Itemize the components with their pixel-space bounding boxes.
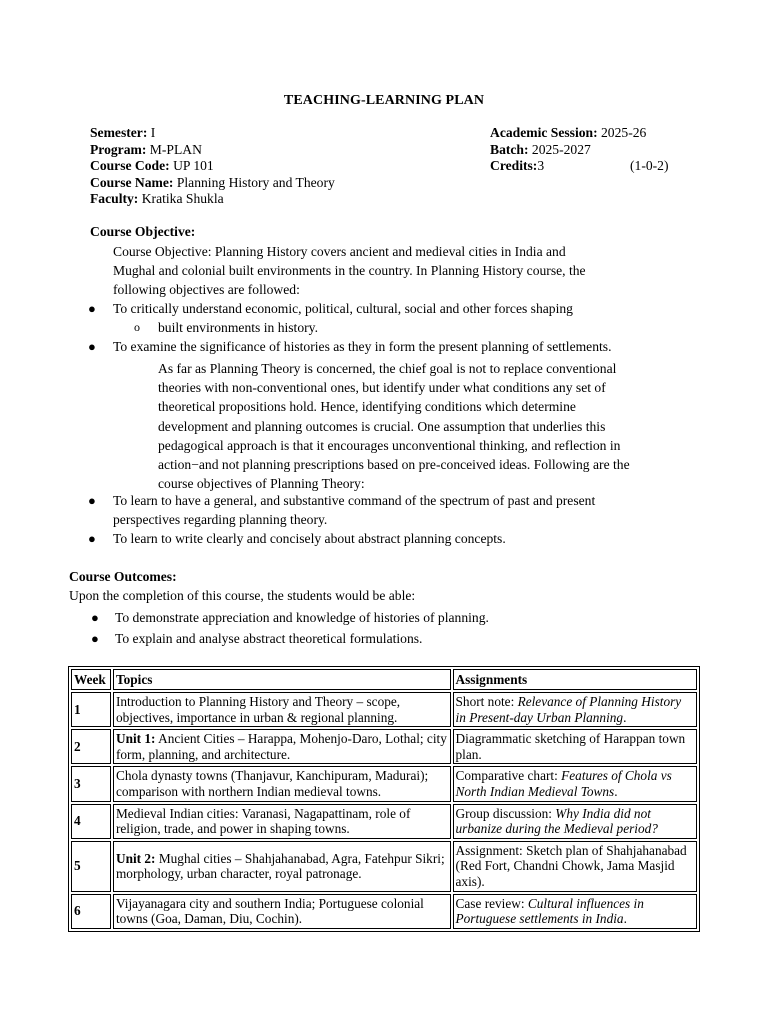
table-row <box>71 766 697 801</box>
topic-text: Ancient Cities – Harappa, Mohenjo-Daro, Lothal; city form, planning, and architecture. <box>115 731 447 762</box>
objective-sub-1: built environments in history. <box>158 320 318 336</box>
topic-cell <box>113 766 451 801</box>
topic-text: Mughal cities – Shahjahanabad, Agra, Fatehpur Sikri; morphology, urban character, royal patronage. <box>115 850 445 882</box>
week-cell: 1 <box>71 692 111 727</box>
topic-unit: Unit 2: <box>115 850 156 866</box>
credits-label: Credits: <box>490 158 538 174</box>
semester-label: Semester: <box>90 125 148 140</box>
course-meta-right <box>490 125 690 175</box>
topic-text: Vijayanagara city and southern India; Portuguese colonial towns (Goa, Daman, Diu, Cochin). <box>115 895 424 927</box>
batch-line <box>490 142 690 159</box>
session-line <box>490 125 690 142</box>
objective-bullet-2: To examine the significance of histories as they in form the present planning of settlements. <box>113 339 612 355</box>
header-week: Week <box>71 669 111 690</box>
list-item <box>88 491 628 529</box>
assignment-cell <box>453 804 697 839</box>
course-name-line <box>90 175 335 192</box>
objective-intro: Course Objective: Planning History covers ancient and medieval cities in India and Mughal and colonial built environments in the country. In Planning History course, the following objectives are followed: <box>113 244 586 298</box>
sub-bullet-icon: o <box>134 320 140 335</box>
topic-cell <box>113 894 451 929</box>
assignment-italic: Features of Chola vs North Indian Medieval Towns <box>455 768 672 799</box>
course-code-label: Course Code: <box>90 158 170 174</box>
assignment-tail: . <box>623 911 627 927</box>
topic-text: Chola dynasty towns (Thanjavur, Kanchipuram, Madurai); comparison with northern Indian medieval towns. <box>115 768 429 799</box>
list-item <box>88 337 648 356</box>
topic-text: Medieval Indian cities: Varanasi, Nagapattinam, role of religion, trade, and power in shaping towns. <box>115 805 411 837</box>
objective-bullet-4: To learn to write clearly and concisely about abstract planning concepts. <box>113 531 506 547</box>
assignment-cell <box>453 692 697 727</box>
list-item <box>88 299 648 318</box>
outcomes-heading: Course Outcomes: <box>69 569 177 584</box>
objective-bullets-a <box>88 299 648 357</box>
topic-cell <box>113 804 451 839</box>
week-cell: 2 <box>71 729 111 764</box>
table-row <box>71 804 697 839</box>
week-cell: 6 <box>71 894 111 929</box>
assignment-text: Comparative chart: <box>455 768 562 784</box>
bullet-icon: ● <box>88 493 96 508</box>
table-row <box>71 894 697 929</box>
assignment-italic: Cultural influences in Portuguese settlements in India <box>455 895 644 927</box>
assignment-italic: Relevance of Planning History in Present-day Urban Planning <box>455 694 682 725</box>
assignment-text: Group discussion: <box>455 805 556 821</box>
objective-heading: Course Objective: <box>90 224 196 239</box>
session-label: Academic Session: <box>490 125 598 140</box>
week-cell: 4 <box>71 804 111 839</box>
header-assignments: Assignments <box>453 669 697 690</box>
list-item <box>91 608 691 627</box>
program-label: Program: <box>90 141 147 157</box>
semester-value: I <box>147 125 156 140</box>
credits-line <box>490 158 690 175</box>
assignment-text: Diagrammatic sketching of Harappan town plan. <box>455 731 686 762</box>
topic-unit: Unit 1: <box>115 731 156 747</box>
outcomes-list <box>91 608 691 650</box>
objective-bullet-1: To critically understand economic, political, cultural, social and other forces shaping <box>113 301 573 316</box>
assignment-cell <box>453 841 697 892</box>
table-row <box>71 729 697 764</box>
list-item <box>88 318 648 337</box>
course-code-line <box>90 158 335 175</box>
topic-cell <box>113 841 451 892</box>
faculty-line <box>90 191 335 208</box>
topic-cell <box>113 692 451 727</box>
list-item <box>91 629 691 648</box>
session-value: 2025-26 <box>597 125 647 140</box>
batch-value: 2025-2027 <box>528 141 591 157</box>
objective-bullet-3: To learn to have a general, and substantive command of the spectrum of past and present perspectives regarding planning theory. <box>113 493 596 528</box>
header-topics: Topics <box>113 669 451 690</box>
credits-ltp: (1-0-2) <box>630 158 669 174</box>
assignment-tail: . <box>614 783 618 799</box>
faculty-label: Faculty: <box>90 191 139 207</box>
faculty-value: Kratika Shukla <box>138 191 224 207</box>
bullet-icon: ● <box>91 631 99 647</box>
objective-bullets-b <box>88 491 628 549</box>
table-row <box>71 692 697 727</box>
bullet-icon: ● <box>88 339 96 355</box>
program-value: M-PLAN <box>146 141 202 157</box>
assignment-cell <box>453 766 697 801</box>
course-name-label: Course Name: <box>90 174 174 190</box>
bullet-icon: ● <box>88 531 96 547</box>
table-row <box>71 841 697 892</box>
outcome-item-2: To explain and analyse abstract theoretical formulations. <box>115 631 423 647</box>
bullet-icon: ● <box>88 301 96 316</box>
course-meta-left <box>90 125 335 208</box>
teaching-plan-table <box>68 666 700 932</box>
week-cell: 5 <box>71 841 111 892</box>
table-header-row <box>71 669 697 690</box>
topic-text: Introduction to Planning History and Theory – scope, objectives, importance in urban & regional planning. <box>115 694 401 725</box>
program-line <box>90 142 335 159</box>
assignment-text: Assignment: Sketch plan of Shahjahanabad (Red Fort, Chandni Chowk, Jama Masjid axis). <box>455 842 687 889</box>
list-item <box>88 529 628 548</box>
outcomes-intro: Upon the completion of this course, the students would be able: <box>69 588 416 603</box>
assignment-italic: Why India did not urbanize during the Medieval period? <box>455 805 658 837</box>
assignment-tail: . <box>623 709 627 725</box>
assignment-cell <box>453 894 697 929</box>
topic-cell <box>113 729 451 764</box>
outcome-item-1: To demonstrate appreciation and knowledge of histories of planning. <box>115 610 489 625</box>
credits-value: 3 <box>537 158 545 174</box>
document-title: TEACHING-LEARNING PLAN <box>283 93 485 108</box>
course-code-value: UP 101 <box>169 158 214 174</box>
bullet-icon: ● <box>91 610 99 625</box>
semester-line <box>90 125 335 142</box>
course-name-value: Planning History and Theory <box>173 174 335 190</box>
assignment-cell <box>453 729 697 764</box>
assignment-text: Short note: <box>455 694 518 709</box>
week-cell: 3 <box>71 766 111 801</box>
assignment-text: Case review: <box>455 895 528 911</box>
batch-label: Batch: <box>490 141 529 157</box>
planning-theory-paragraph: As far as Planning Theory is concerned, the chief goal is not to replace conventional theories with non-conventional ones, but identify under what conditions any set of theoretical propositions hold. Hence, identifying conditions which determine development and planning outcomes is crucial. One assumption that underlies this pedagogical approach is that it encourages unconventional thinking, and reflection in action−and not planning prescriptions based on pre-conceived ideas. Following are the course objectives of Planning Theory: <box>158 361 630 492</box>
